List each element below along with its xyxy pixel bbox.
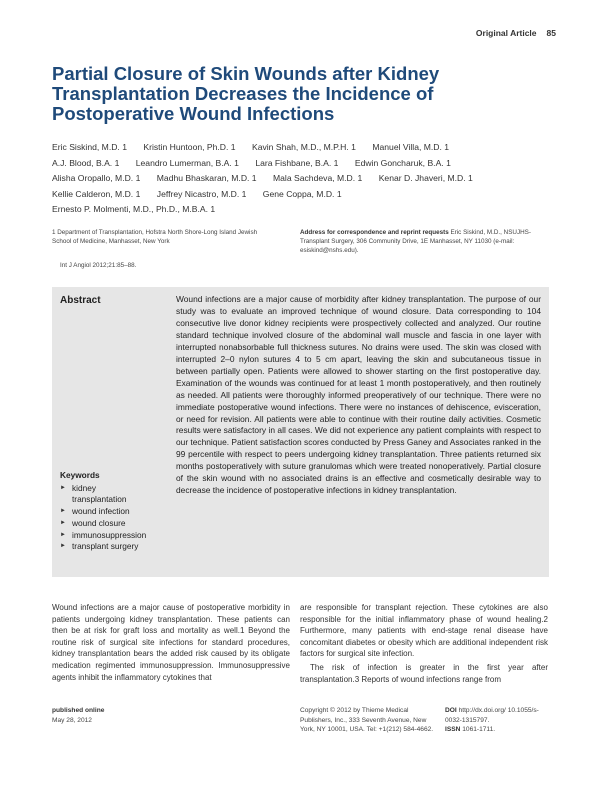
author-list bbox=[52, 140, 552, 218]
issn-value: 1061-1711. bbox=[462, 726, 496, 733]
running-header bbox=[476, 28, 556, 38]
body-paragraph: The risk of infection is greater in the first year after transplantation.3 Reports of wound infections range from bbox=[300, 662, 548, 684]
author: Kavin Shah, M.D., M.P.H. 1 bbox=[251, 142, 356, 152]
published-label: published online bbox=[52, 707, 105, 714]
author: Alisha Oropallo, M.D. 1 bbox=[52, 173, 141, 183]
keyword: ► transplant surgery bbox=[60, 541, 160, 553]
published-date: May 28, 2012 bbox=[52, 716, 92, 724]
author-line-4 bbox=[52, 187, 552, 203]
author: Gene Coppa, M.D. 1 bbox=[262, 188, 342, 199]
section-label: Original Article bbox=[475, 28, 537, 38]
affiliation: 1 Department of Transplantation, Hofstra North Shore-Long Island Jewish School of Medicine, Manhasset, New York bbox=[52, 229, 258, 245]
author: Edwin Goncharuk, B.A. 1 bbox=[354, 157, 451, 168]
author: Jeffrey Nicastro, M.D. 1 bbox=[156, 188, 247, 199]
author: Madhu Bhaskaran, M.D. 1 bbox=[156, 173, 257, 183]
author: Manuel Villa, M.D. 1 bbox=[372, 142, 450, 152]
keyword: transplantation bbox=[72, 494, 127, 505]
journal-citation: Int J Angiol 2012;21:85–88. bbox=[60, 262, 137, 269]
keyword: ► immunosuppression bbox=[60, 530, 160, 542]
author-line-3 bbox=[52, 171, 552, 187]
article-title: Partial Closure of Skin Wounds after Kidney Transplantation Decreases the Incidence of Postoperative Wound Infections bbox=[52, 63, 440, 124]
body-column-left: Wound infections are a major cause of postoperative morbidity in patients undergoing kidney transplantation. These patients can then be at risk for graft loss and mortality as well.1 Beyond the routine risk of surgical site infections for standard procedures, kidney transplantation bears the added risk caused by its obligate medication regimented immunosuppression. Immunosuppressive agents inhibit the inflammatory cytokines that bbox=[52, 603, 290, 682]
author: Kristin Huntoon, Ph.D. 1 bbox=[143, 142, 236, 152]
abstract-heading: Abstract bbox=[60, 295, 101, 306]
author: Lara Fishbane, B.A. 1 bbox=[255, 157, 339, 168]
keyword: ► wound closure bbox=[60, 518, 160, 530]
correspondence bbox=[300, 228, 550, 255]
author: Leandro Lumerman, B.A. 1 bbox=[135, 157, 239, 168]
author-line-5 bbox=[52, 202, 552, 218]
doi-link[interactable]: http://dx.doi.org/ 10.1055/s-0032-1315797. bbox=[445, 707, 539, 724]
keywords-heading: Keywords bbox=[60, 470, 100, 480]
publication-info bbox=[52, 706, 104, 725]
author: Ernesto P. Molmenti, M.D., Ph.D., M.B.A. 1 bbox=[52, 204, 216, 214]
author: Kellie Calderon, M.D. 1 bbox=[52, 188, 141, 199]
keyword: ► wound infection bbox=[60, 506, 160, 518]
doi-issn bbox=[445, 706, 555, 735]
author: Kenar D. Jhaveri, M.D. 1 bbox=[378, 173, 473, 183]
author: Eric Siskind, M.D. 1 bbox=[52, 142, 127, 152]
issn-label: ISSN bbox=[445, 726, 461, 733]
page-number: 85 bbox=[546, 28, 556, 38]
correspondence-label: Address for correspondence and reprint requests bbox=[300, 229, 449, 236]
body-column-right bbox=[300, 602, 548, 685]
keyword: ► kidney bbox=[60, 483, 160, 495]
author-line-1 bbox=[52, 140, 552, 156]
correspondence-text: Eric Siskind, M.D., NSUJHS-Transplant Surgery, 306 Community Drive, 1E Manhasset, NY 11030 (e-mail: esiskind@nshs.edu). bbox=[300, 229, 531, 254]
doi-label: DOI bbox=[445, 707, 457, 714]
copyright: Copyright © 2012 by Thieme Medical Publishers, Inc., 333 Seventh Avenue, New York, NY 10001, USA. Tel: +1(212) 584-4662. bbox=[300, 707, 434, 733]
abstract-text: Wound infections are a major cause of morbidity after kidney transplantation. The purpose of our study was to evaluate an improved technique of wound closure. Data corresponding to 104 consecutive live donor kidney recipients were prospectively collected and analyzed. Our routine standard technique involved closure of the abdominal wall muscle and fascia in one layer with interrupted nonabsorbable full thickness sutures. No drains were used. The skin was closed with interrupted 2–0 nylon sutures 4 to 5 cm apart, leaving the skin and subcutaneous tissue in between partially open. Patients were allowed to shower starting on the first postoperative day. Examination of the wounds was continued for at least 1 month postoperatively, and then routinely as needed. All patients were thoroughly informed preoperatively of our technique. There were no immediate postoperative wound infections. There were no instances of dehiscence, evisceration, or need for revision. All patients were able to continue with their routine daily activities. Cosmetic results were satisfactory in all cases. We did not experience any patient complaints with respect to our technique. Patient satisfaction scores conducted by Press Ganey and Associates ranked in the 99 percentile with respect to peers undergoing kidney transplantation. Three patients returned six months postoperatively with suture granulomas which were treated nonoperatively. Partial closure of the skin wound with no associated drains is an effective and cosmetically desirable way to decrease the incidence of postoperative infections in kidney transplantation. bbox=[176, 294, 541, 496]
author: Mala Sachdeva, M.D. 1 bbox=[272, 173, 363, 183]
body-paragraph: are responsible for transplant rejection. These cytokines are also responsible for the initial inflammatory phase of wound healing.2 Furthermore, many patients with end-stage renal disease have concomitant diabetes or obesity which are additional independent risk factors for surgical site infection. bbox=[300, 603, 548, 659]
author-line-2 bbox=[52, 156, 552, 172]
keywords bbox=[60, 470, 160, 553]
author: A.J. Blood, B.A. 1 bbox=[52, 157, 120, 168]
